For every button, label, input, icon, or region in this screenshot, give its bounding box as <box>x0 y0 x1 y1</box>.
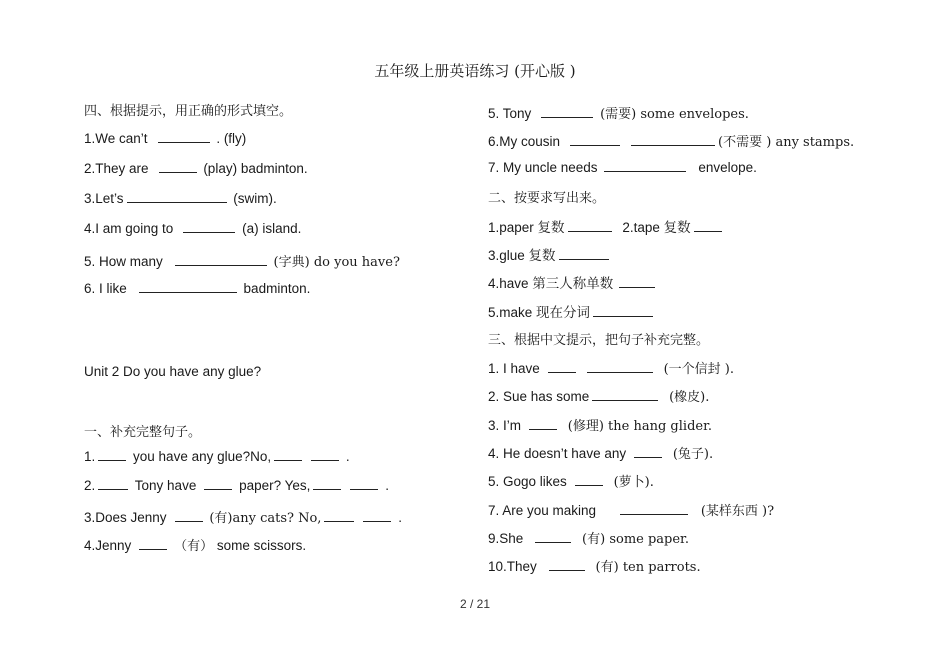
answer-blank[interactable] <box>631 144 715 146</box>
exercise-line: 3.Does Jenny (有)any cats? No, . <box>84 510 402 526</box>
answer-blank[interactable] <box>159 171 197 173</box>
exercise-line: 7. Are you making (某样东西 )? <box>488 503 775 519</box>
exercise-line: 1. I have (一个信封 ). <box>488 361 734 377</box>
answer-blank[interactable] <box>559 258 609 260</box>
answer-blank[interactable] <box>620 513 688 515</box>
exercise-line: 4.I am going to (a) island. <box>84 221 302 236</box>
answer-blank[interactable] <box>587 371 653 373</box>
exercise-line: 5. How many (字典) do you have? <box>84 254 400 270</box>
answer-blank[interactable] <box>175 264 267 266</box>
exercise-line: 4.have 第三人称单数 <box>488 272 658 292</box>
page-title: 五年级上册英语练习 (开心版 ) <box>374 62 576 80</box>
answer-blank[interactable] <box>313 488 341 490</box>
answer-blank[interactable] <box>549 569 585 571</box>
answer-blank[interactable] <box>350 488 378 490</box>
exercise-line: 1. you have any glue?No, . <box>84 449 350 464</box>
answer-blank[interactable] <box>604 170 686 172</box>
exercise-line: 5. Tony (需要) some envelopes. <box>488 106 749 122</box>
answer-blank[interactable] <box>311 459 339 461</box>
answer-blank[interactable] <box>274 459 302 461</box>
answer-blank[interactable] <box>541 116 593 118</box>
exercise-line: 2.They are (play) badminton. <box>84 161 308 176</box>
answer-blank[interactable] <box>619 286 655 288</box>
answer-blank[interactable] <box>158 141 210 143</box>
page-number: 2 / 21 <box>459 597 491 611</box>
answer-blank[interactable] <box>139 291 237 293</box>
answer-blank[interactable] <box>183 231 235 233</box>
answer-blank[interactable] <box>575 484 603 486</box>
exercise-line: 6. I like badminton. <box>84 281 311 296</box>
answer-blank[interactable] <box>127 201 227 203</box>
answer-blank[interactable] <box>363 520 391 522</box>
answer-blank[interactable] <box>593 315 653 317</box>
exercise-line: 2. Tony have paper? Yes, . <box>84 478 389 493</box>
exercise-line: 4.Jenny （有） some scissors. <box>84 538 307 554</box>
exercise-line: 5. Gogo likes (萝卜). <box>488 474 654 490</box>
unit-title: Unit 2 Do you have any glue? <box>84 364 262 379</box>
answer-blank[interactable] <box>694 230 722 232</box>
section-1-heading: 一、补充完整句子。 <box>84 425 202 440</box>
section-4-heading: 四、根据提示，用正确的形式填空。 <box>84 104 293 119</box>
answer-blank[interactable] <box>548 371 576 373</box>
exercise-line: 3.Let’s (swim). <box>84 191 277 206</box>
answer-blank[interactable] <box>570 144 620 146</box>
exercise-line: 4. He doesn’t have any (兔子). <box>488 446 714 462</box>
section-3-heading: 三、根据中文提示，把句子补充完整。 <box>488 333 710 348</box>
exercise-line: 9.She (有) some paper. <box>488 531 689 547</box>
answer-blank[interactable] <box>592 399 658 401</box>
exercise-line: 2. Sue has some (橡皮). <box>488 389 710 405</box>
exercise-line: 1.We can’t . (fly) <box>84 131 247 146</box>
answer-blank[interactable] <box>98 459 126 461</box>
answer-blank[interactable] <box>204 488 232 490</box>
exercise-line: 3.glue 复数 <box>488 244 612 264</box>
exercise-line: 10.They (有) ten parrots. <box>488 559 701 575</box>
answer-blank[interactable] <box>535 541 571 543</box>
answer-blank[interactable] <box>568 230 612 232</box>
answer-blank[interactable] <box>98 488 128 490</box>
exercise-line: 5.make 现在分词 <box>488 301 656 321</box>
answer-blank[interactable] <box>634 456 662 458</box>
exercise-line: 1.paper 复数 2.tape 复数 <box>488 216 725 236</box>
exercise-line: 7. My uncle needs envelope. <box>488 160 757 175</box>
exercise-line: 6.My cousin (不需要 ) any stamps. <box>488 134 855 150</box>
exercise-line: 3. I’m (修理) the hang glider. <box>488 418 713 434</box>
answer-blank[interactable] <box>529 428 557 430</box>
answer-blank[interactable] <box>175 520 203 522</box>
answer-blank[interactable] <box>139 548 167 550</box>
answer-blank[interactable] <box>324 520 354 522</box>
section-2-heading: 二、按要求写出来。 <box>488 191 606 206</box>
